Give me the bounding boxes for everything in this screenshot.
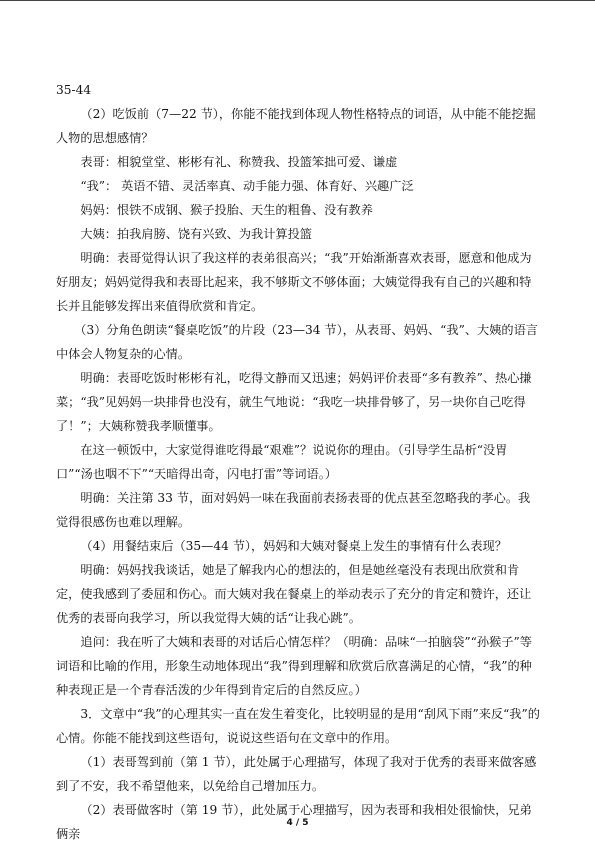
paragraph-aunt-traits: 大姨：拍我肩膀、饶有兴致、为我计算投篮: [80, 227, 312, 241]
paragraph-answer-4: 明确：妈妈找我谈话，她是了解我内心的想法的，但是她丝毫没有表现出欣赏和肯定，使我感到了委屈和伤心。而大姨对我在餐桌上的举动表示了充分的肯定和赞许，还让优秀的表哥向我学习，所以我觉得大姨的话“让我心跳”。: [56, 563, 532, 625]
paragraph-followup: 追问：我在听了大姨和表哥的对话后心情怎样？（明确：品味“一拍脑袋”“孙猴子”等词语和比喻的作用，形象生动地体现出“我”得到理解和欣赏后欣喜满足的心情，“我”的种种表现正是一个青春活泼的少年得到肯定后的自然反应。）: [56, 635, 532, 697]
document-body: [56, 78, 540, 846]
paragraph-question-hardest: 在这一顿饭中，大家觉得谁吃得最“艰难”？说说你的理由。（引导学生品析“没胃口”“汤也咽不下”“天暗得出奇，闪电打雷”等词语。）: [56, 443, 508, 481]
paragraph-point-1: （1）表哥驾到前（第 1 节），此处属于心理描写，体现了我对于优秀的表哥来做客感到了不安，我不希望他来，以免给自己增加压力。: [56, 755, 537, 793]
paragraph-me-traits: “我”： 英语不错、灵活率真、动手能力强、体育好、兴趣广泛: [80, 179, 414, 193]
paragraph-question-2: （2）吃饭前（7—22 节），你能不能找到体现人物性格特点的词语，从中能不能挖掘人物的思想感情？: [56, 107, 536, 145]
paragraph-item-3: 3．文章中“我”的心理其实一直在发生着变化，比较明显的是用“刮风下雨”来反“我”的心情。你能不能找到这些语句，说说这些语句在文章中的作用。: [56, 707, 540, 745]
paragraph-section-ref: 35-44: [56, 83, 92, 97]
paragraph-point-2: （2）表哥做客时（第 19 节），此处属于心理描写，因为表哥和我相处很愉快，兄弟俩亲: [56, 803, 532, 841]
paragraph-answer-3: 明确：表哥吃饭时彬彬有礼，吃得文静而又迅速；妈妈评价表哥“多有教养”、热心搛菜；“我”见妈妈一块排骨也没有，就生气地说：“我吃一块排骨够了，另一块你自己吃得了！”；大姨称赞我孝顺懂事。: [56, 371, 532, 433]
paragraph-answer-hardest: 明确：关注第 33 节，面对妈妈一味在我面前表扬表哥的优点甚至忽略我的孝心。我觉得很感伤也难以理解。: [56, 491, 531, 529]
paragraph-question-3: （3）分角色朗读“餐桌吃饭”的片段（23—34 节），从表哥、妈妈、“我”、大姨的语言中体会人物复杂的心情。: [56, 323, 538, 361]
paragraph-cousin-traits: 表哥：相貌堂堂、彬彬有礼、称赞我、投篮笨拙可爱、谦虚: [80, 155, 398, 169]
page-number: 4 / 5: [286, 818, 309, 828]
paragraph-question-4: （4）用餐结束后（35—44 节），妈妈和大姨对餐桌上发生的事情有什么表现？: [80, 539, 507, 553]
top-border-line: [0, 0, 595, 1]
paragraph-mom-traits: 妈妈：恨铁不成钢、猴子投胎、天生的粗鲁、没有教养: [80, 203, 373, 217]
paragraph-answer-2: 明确：表哥觉得认识了我这样的表弟很高兴；“我”开始渐渐喜欢表哥，愿意和他成为好朋友；妈妈觉得我和表哥比起来，我不够斯文不够体面；大姨觉得我有自己的兴趣和特长并且能够发挥出来值得欣赏和肯定。: [56, 251, 532, 313]
